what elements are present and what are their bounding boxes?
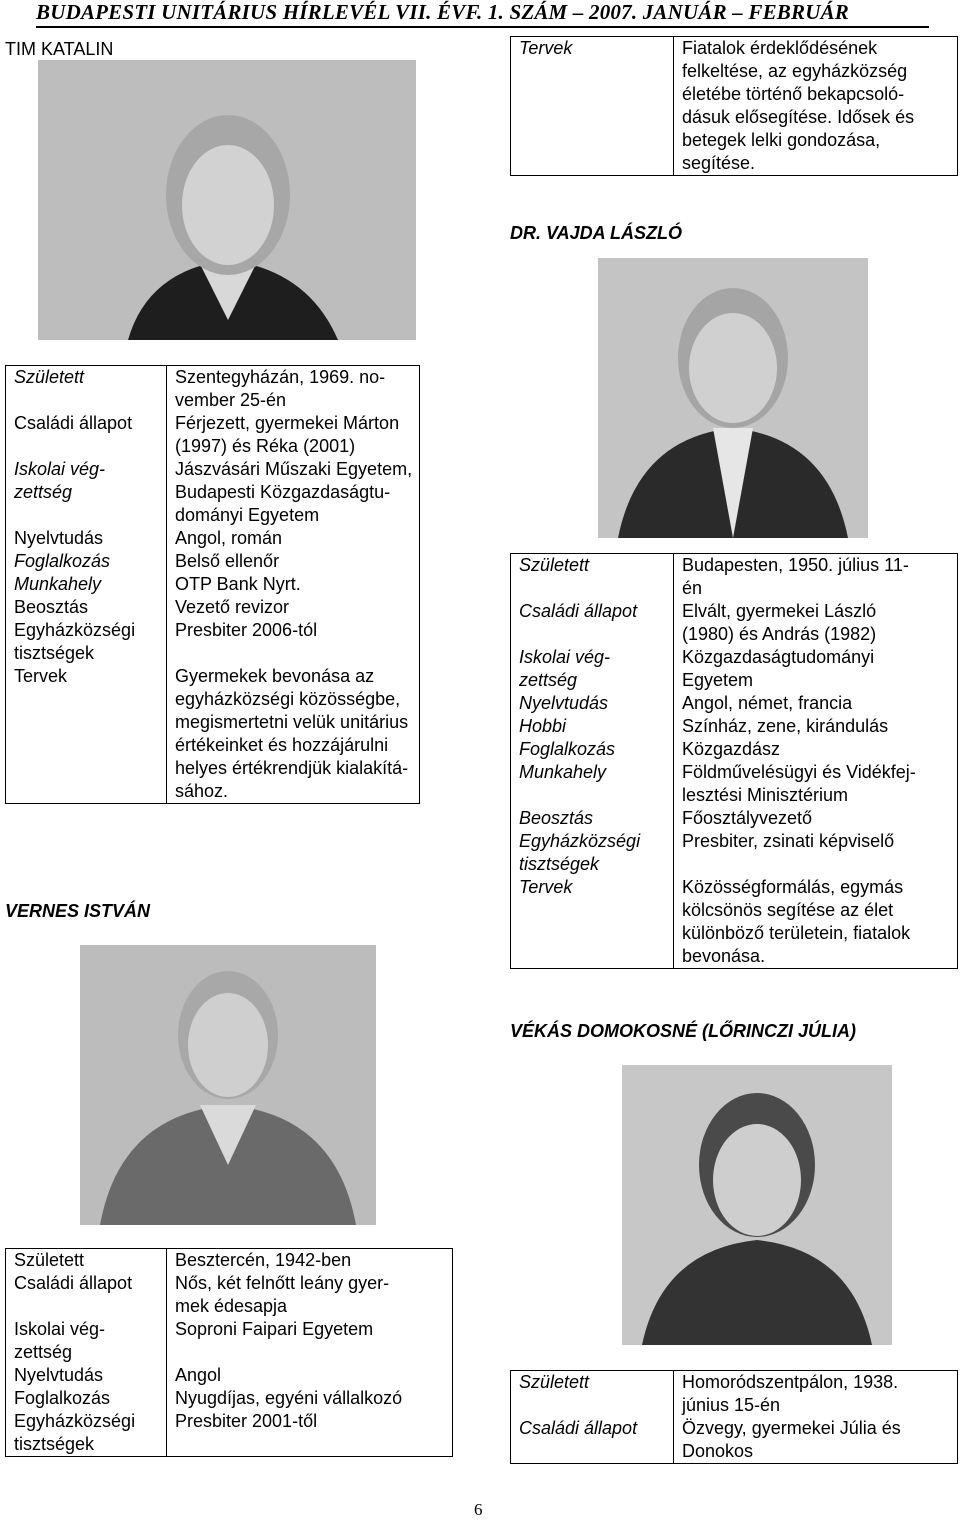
info-row [511,738,958,761]
info-value: Özvegy, gyermekei Júlia és Donokos [674,1417,958,1464]
info-table-vekas [510,1370,958,1464]
info-row [511,646,958,692]
info-row [6,619,420,665]
info-table-tim-plans [510,36,958,176]
info-row [511,830,958,876]
info-row [511,876,958,969]
info-row [6,1272,453,1318]
info-row [6,1364,453,1387]
info-value: Besztercén, 1942-ben [167,1249,453,1273]
info-label: Nyelvtudás [14,1365,104,1385]
info-value: Homoródszentpálon, 1938. június 15-én [674,1371,958,1418]
info-value: Közösségformálás, egymás kölcsönös segítése az élet különböző területein, fiatalok bevonása. [674,876,958,969]
info-label: Egyházközségi tisztségek [14,620,136,663]
info-label: Családi állapot [519,601,638,621]
info-row [511,715,958,738]
info-value: Földművelésügyi és Vidékfej- lesztési Minisztérium [674,761,958,807]
info-row [511,600,958,646]
info-label: Foglalkozás [14,551,111,571]
info-row [6,1387,453,1410]
info-label: Tervek [14,666,68,686]
info-label: Családi állapot [519,1418,638,1438]
info-value: Közgazdaságtudományi Egyetem [674,646,958,692]
info-value: Színház, zene, kirándulás [674,715,958,738]
info-row [6,412,420,458]
portrait-photo-vajda [598,258,868,538]
info-label: Született [519,555,590,575]
info-value: Nyugdíjas, egyéni vállalkozó [167,1387,453,1410]
person-name-tim: TIM KATALIN [5,39,114,59]
info-row [6,1410,453,1457]
info-value: OTP Bank Nyrt. [167,573,420,596]
info-label: Munkahely [519,762,607,782]
info-label: Foglalkozás [14,1388,111,1408]
info-value: Főosztályvezető [674,807,958,830]
info-label: Iskolai vég- zettség [14,1319,106,1362]
info-value: Presbiter 2006-tól [167,619,420,665]
page-number: 6 [474,1500,483,1519]
info-value: Nős, két felnőtt leány gyer- mek édesapja [167,1272,453,1318]
info-value: Jászvásári Műszaki Egyetem, Budapesti Közgazdaságtu- dományi Egyetem [167,458,420,527]
info-row [6,550,420,573]
info-row [511,554,958,601]
info-label: Családi állapot [14,1273,133,1293]
plans-value: Fiatalok érdeklődésének felkeltése, az egyházközség életébe történő bekapcsoló- dásuk elősegítése. Idősek és betegek lelki gondozása, segítése. [674,37,958,176]
info-row [6,1249,453,1273]
portrait-photo-vekas [622,1065,892,1345]
person-name-vekas: VÉKÁS DOMOKOSNÉ (LŐRINCZI JÚLIA) [510,1021,857,1041]
info-value: Belső ellenőr [167,550,420,573]
info-value: Közgazdász [674,738,958,761]
info-value: Szentegyházán, 1969. no- vember 25-én [167,366,420,413]
info-row [6,527,420,550]
info-label: Nyelvtudás [14,528,104,548]
info-label: Született [14,1250,85,1270]
info-value: Férjezett, gyermekei Márton (1997) és Réka (2001) [167,412,420,458]
info-row [6,366,420,413]
info-row [6,458,420,527]
info-row [6,596,420,619]
info-table-tim [5,365,420,804]
portrait-photo-tim [38,60,416,340]
info-label: Nyelvtudás [519,693,609,713]
person-name-vajda: DR. VAJDA LÁSZLÓ [510,223,683,243]
info-label: Egyházközségi tisztségek [14,1411,136,1454]
info-row [511,761,958,807]
info-label: Tervek [519,877,573,897]
info-row [511,692,958,715]
info-value: Angol [167,1364,453,1387]
info-value: Angol, román [167,527,420,550]
info-row [6,665,420,804]
info-row [511,1371,958,1418]
info-value: Vezető revizor [167,596,420,619]
plans-label: Tervek [519,38,573,58]
person-name-vernes: VERNES ISTVÁN [5,901,151,921]
newsletter-header: BUDAPESTI UNITÁRIUS HÍRLEVÉL VII. ÉVF. 1. SZÁM – 2007. JANUÁR – FEBRUÁR [36,0,929,28]
info-label: Beosztás [14,597,89,617]
info-label: Munkahely [14,574,102,594]
info-label: Hobbi [519,716,567,736]
info-label: Iskolai vég- zettség [14,459,106,502]
info-row [511,1417,958,1464]
portrait-photo-vernes [80,945,376,1225]
info-label: Beosztás [519,808,594,828]
info-label: Született [14,367,85,387]
info-value: Elvált, gyermekei László (1980) és András (1982) [674,600,958,646]
info-table-vernes [5,1248,453,1457]
info-value: Presbiter, zsinati képviselő [674,830,958,876]
info-value: Angol, német, francia [674,692,958,715]
info-label: Foglalkozás [519,739,616,759]
info-label: Iskolai vég- zettség [519,647,611,690]
info-value: Budapesten, 1950. július 11- én [674,554,958,601]
info-label: Született [519,1372,590,1392]
info-label: Családi állapot [14,413,133,433]
info-value: Soproni Faipari Egyetem [167,1318,453,1364]
info-label: Egyházközségi tisztségek [519,831,641,874]
info-row [511,807,958,830]
info-value: Gyermekek bevonása az egyházközségi közösségbe, megismertetni velük unitárius értékeinket és hozzájárulni helyes értékrendjük kialakítá- sához. [167,665,420,804]
info-table-vajda [510,553,958,969]
info-value: Presbiter 2001-től [167,1410,453,1457]
info-row [6,1318,453,1364]
info-row [6,573,420,596]
